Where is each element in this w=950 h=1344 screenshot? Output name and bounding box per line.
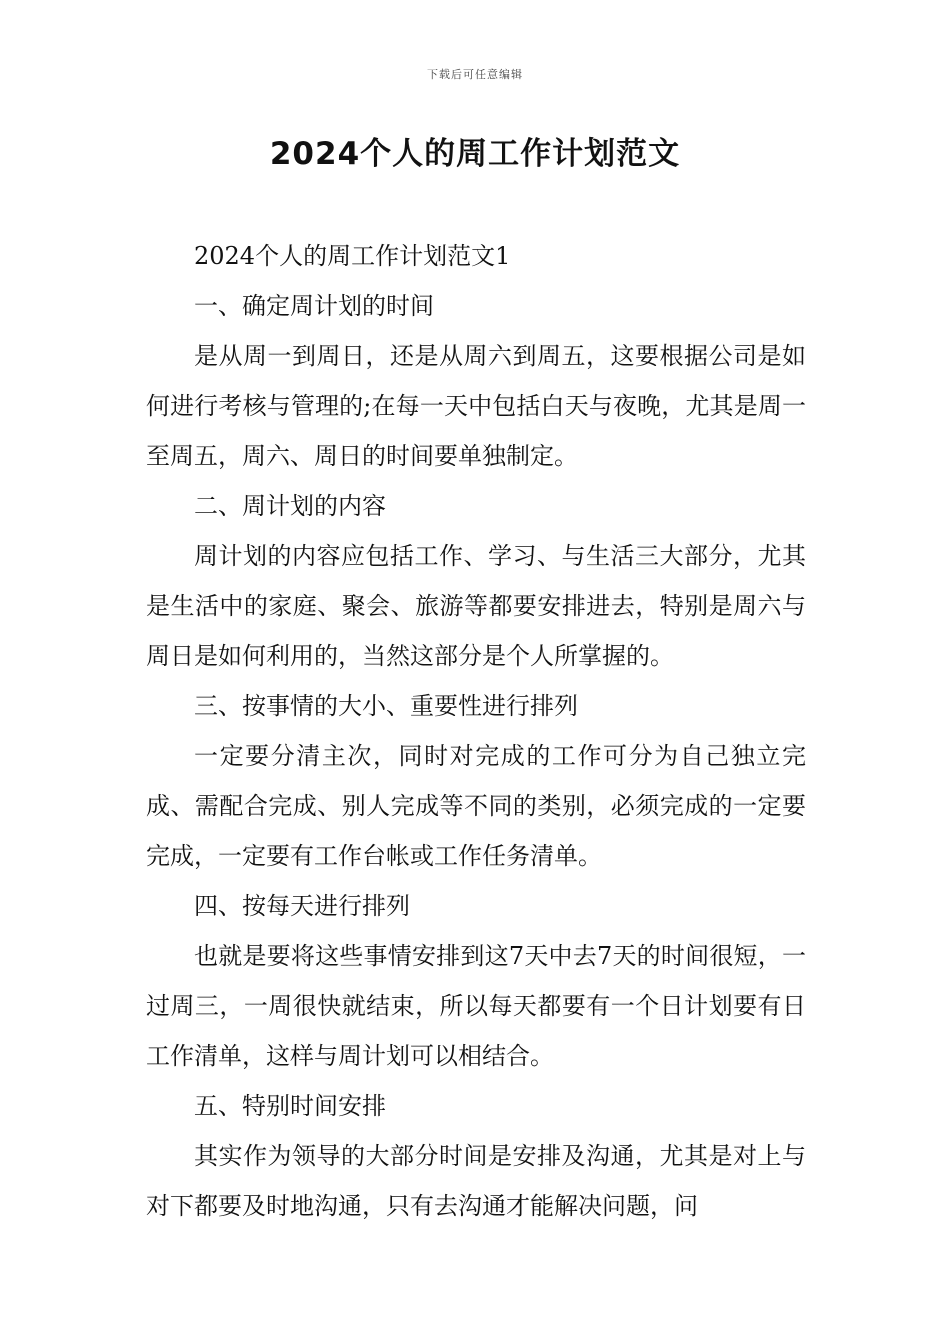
body-paragraph-3: 一定要分清主次，同时对完成的工作可分为自己独立完成、需配合完成、别人完成等不同的类别，必须完成的一定要完成，一定要有工作台帐或工作任务清单。: [146, 742, 806, 870]
section-heading-1: 一、确定周计划的时间: [194, 292, 434, 320]
document-body: [146, 231, 806, 1231]
body-paragraph-4: 也就是要将这些事情安排到这7天中去7天的时间很短，一过周三，一周很快就结束，所以每天都要有一个日计划要有日工作清单，这样与周计划可以相结合。: [146, 942, 806, 1070]
section-heading-5: 五、特别时间安排: [194, 1092, 386, 1120]
document-title: 2024个人的周工作计划范文: [269, 136, 681, 172]
body-paragraph-2: 周计划的内容应包括工作、学习、与生活三大部分，尤其是生活中的家庭、聚会、旅游等都要安排进去，特别是周六与周日是如何利用的，当然这部分是个人所掌握的。: [146, 542, 806, 670]
header-note: 下载后可任意编辑: [427, 68, 523, 81]
subtitle-paragraph: 2024个人的周工作计划范文1: [194, 242, 511, 270]
body-paragraph-1: 是从周一到周日，还是从周六到周五，这要根据公司是如何进行考核与管理的;在每一天中包括白天与夜晚，尤其是周一至周五，周六、周日的时间要单独制定。: [146, 342, 806, 470]
section-heading-3: 三、按事情的大小、重要性进行排列: [194, 692, 578, 720]
section-heading-4: 四、按每天进行排列: [194, 892, 410, 920]
body-paragraph-5: 其实作为领导的大部分时间是安排及沟通，尤其是对上与对下都要及时地沟通，只有去沟通才能解决问题，问: [146, 1142, 806, 1220]
section-heading-2: 二、周计划的内容: [194, 492, 386, 520]
